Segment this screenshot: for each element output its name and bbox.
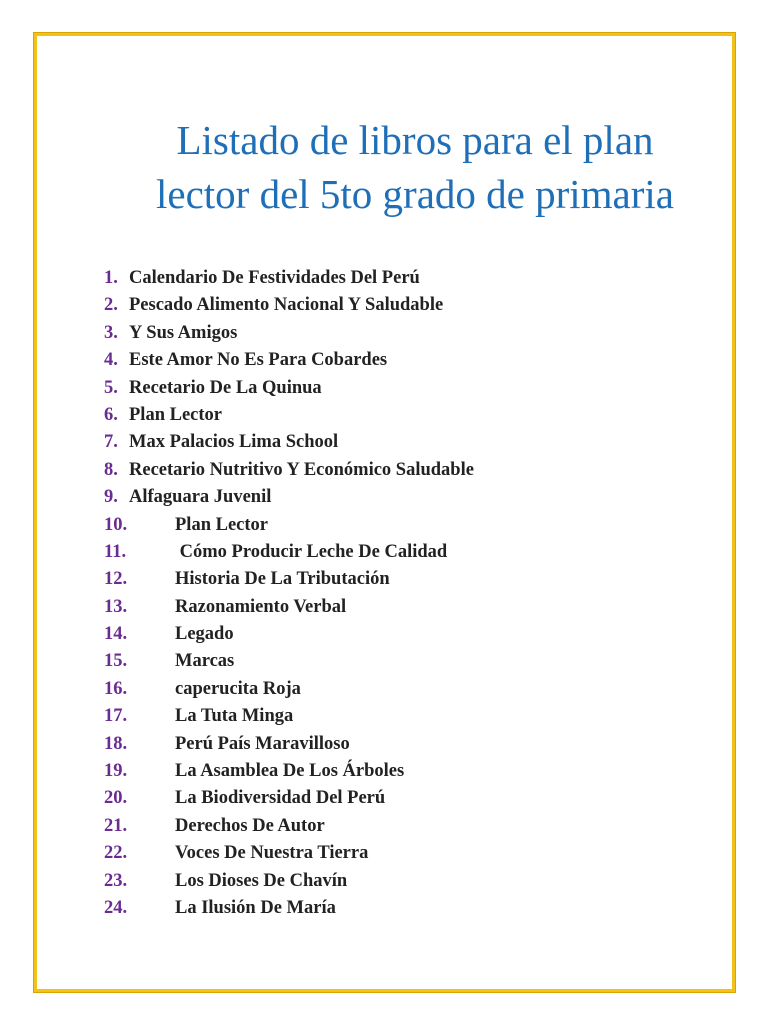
item-number: 4.: [104, 350, 118, 371]
list-item: [0, 731, 740, 758]
item-number: 18.: [104, 733, 128, 754]
item-number: 24.: [104, 897, 128, 918]
list-item: [0, 265, 740, 292]
book-title: Plan Lector: [175, 514, 268, 535]
book-title: Calendario De Festividades Del Perú: [129, 268, 420, 288]
list-item: [0, 648, 740, 675]
list-item: [0, 375, 740, 402]
book-title: Marcas: [175, 651, 235, 672]
list-item: [0, 621, 740, 648]
book-title: caperucita Roja: [175, 678, 301, 699]
list-item: [0, 292, 740, 319]
book-title: La Asamblea De Los Árboles: [175, 761, 405, 782]
list-item: [0, 539, 740, 566]
book-title: Plan Lector: [129, 404, 222, 425]
item-number: 5.: [104, 377, 118, 398]
item-number: 21.: [104, 815, 128, 836]
list-item: [0, 895, 740, 922]
list-item: [0, 429, 740, 456]
book-title: Alfaguara Juvenil: [129, 487, 272, 508]
item-number: 14.: [104, 624, 128, 645]
book-title: Legado: [175, 624, 234, 645]
book-title: Historia De La Tributación: [175, 569, 390, 590]
item-number: 16.: [104, 678, 128, 699]
document-title: Listado de libros para el plan lector del 5to grado de primaria: [156, 117, 674, 217]
item-number: 17.: [104, 706, 128, 727]
item-number: 9.: [104, 487, 118, 508]
book-title: Voces De Nuestra Tierra: [175, 843, 369, 864]
list-item: [0, 594, 740, 621]
list-item: [0, 868, 740, 895]
book-title: Razonamiento Verbal: [175, 596, 347, 617]
list-item: [0, 457, 740, 484]
book-title: Max Palacios Lima School: [129, 432, 339, 453]
item-number: 10.: [104, 514, 128, 535]
book-list: [0, 265, 740, 922]
list-item: [0, 402, 740, 429]
list-item: [0, 785, 740, 812]
book-title: Perú País Maravilloso: [175, 733, 350, 754]
item-number: 3.: [104, 322, 118, 343]
book-title: Recetario De La Quinua: [129, 377, 322, 398]
item-number: 15.: [104, 651, 128, 672]
list-item: [0, 347, 740, 374]
item-number: 6.: [104, 404, 118, 425]
item-number: 19.: [104, 761, 128, 782]
list-item: [0, 840, 740, 867]
book-title: Este Amor No Es Para Cobardes: [129, 350, 388, 371]
book-title: Pescado Alimento Nacional Y Saludable: [129, 295, 444, 316]
list-item: [0, 676, 740, 703]
item-number: 8.: [104, 459, 118, 480]
list-item: [0, 566, 740, 593]
item-number: 20.: [104, 788, 128, 809]
list-item: [0, 512, 740, 539]
item-number: 2.: [104, 295, 118, 316]
item-number: 7.: [104, 432, 118, 453]
list-item: [0, 758, 740, 785]
book-title: Derechos De Autor: [175, 815, 325, 836]
list-item: [0, 320, 740, 347]
item-number: 13.: [104, 596, 128, 617]
list-item: [0, 703, 740, 730]
book-title: Cómo Producir Leche De Calidad: [175, 541, 448, 562]
book-title: Los Dioses De Chavín: [175, 870, 348, 891]
book-title: Y Sus Amigos: [129, 322, 238, 343]
book-title: La Biodiversidad Del Perú: [175, 788, 386, 809]
list-item: [0, 813, 740, 840]
book-title: La Tuta Minga: [175, 706, 294, 727]
item-number: 12.: [104, 569, 128, 590]
item-number: 11.: [104, 541, 127, 562]
item-number: 1.: [104, 268, 118, 288]
book-title: Recetario Nutritivo Y Económico Saludable: [129, 459, 474, 480]
book-title: La Ilusión De María: [175, 897, 336, 918]
item-number: 23.: [104, 870, 128, 891]
item-number: 22.: [104, 843, 128, 864]
list-item: [0, 484, 740, 511]
